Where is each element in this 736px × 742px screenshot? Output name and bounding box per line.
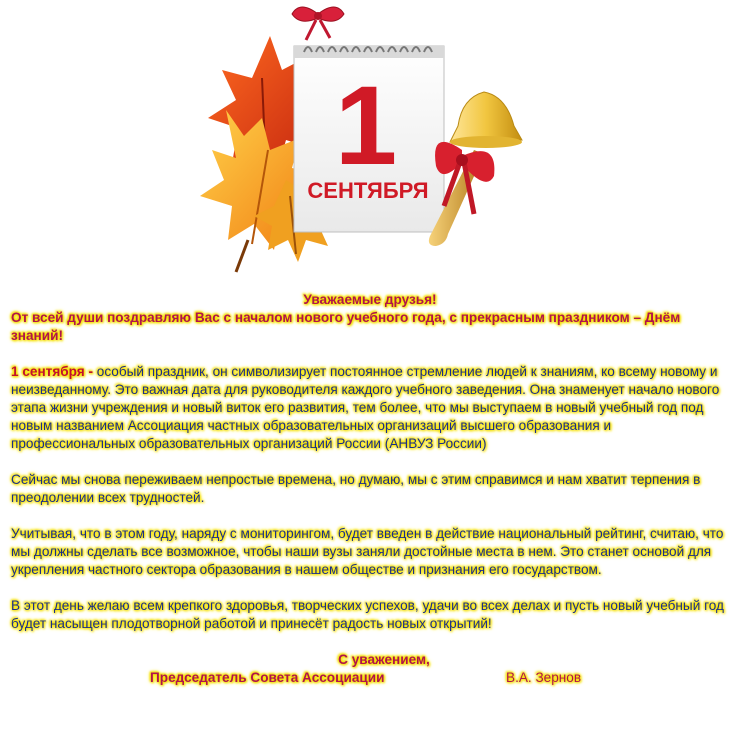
letter-greeting: Уважаемые друзья!	[303, 292, 437, 307]
signature-regards: С уважением,	[338, 652, 430, 667]
holiday-banner-illustration	[0, 0, 736, 292]
signature-name: В.А. Зернов	[506, 670, 582, 685]
letter-paragraph-1	[11, 363, 729, 453]
letter-paragraph-3: Учитывая, что в этом году, наряду с мониторингом, будет введен в действие национальный рейтинг, считаю, что мы должны сделать все возможное, чтобы наши вузы заняли достойные места в нем. Это станет основой для укрепления частного сектора образования в нашем обществе и признания его государством.	[11, 526, 724, 577]
date-highlight: 1 сентября -	[11, 364, 94, 379]
greeting-letter	[11, 291, 729, 687]
calendar-month-label: СЕНТЯБРЯ	[307, 178, 429, 203]
calendar-day-number: 1	[334, 63, 398, 188]
signature-line	[11, 669, 729, 687]
letter-paragraph-2: Сейчас мы снова переживаем непростые времена, но думаю, мы с этим справимся и нам хватит терпения в преодолении всех трудностей.	[11, 472, 701, 505]
letter-paragraph-4: В этот день желаю всем крепкого здоровья, творческих успехов, удачи во всех делах и пусть новый учебный год будет насыщен плодотворной работой и принесёт радость новых открытий!	[11, 598, 724, 631]
calendar-page-icon	[294, 46, 444, 232]
paragraph-1-text: особый праздник, он символизирует постоянное стремление людей к знаниям, ко всему новому и неизведанному. Это важная дата для руководителя каждого учебного заведения. Она знаменует начало нового этапа жизни учреждения и новый виток его развития, тем более, что мы выступаем в новый учебный год под новым названием Ассоциация частных образовательных организаций высшего образования и профессиональных образовательных организаций России (АНВУЗ России)	[11, 364, 720, 451]
letter-congratulation: От всей души поздравляю Вас с началом нового учебного года, с прекрасным праздником – Днём знаний!	[11, 310, 681, 343]
ribbon-bow-icon	[292, 7, 344, 40]
signature-position: Председатель Совета Ассоциации	[150, 670, 385, 685]
